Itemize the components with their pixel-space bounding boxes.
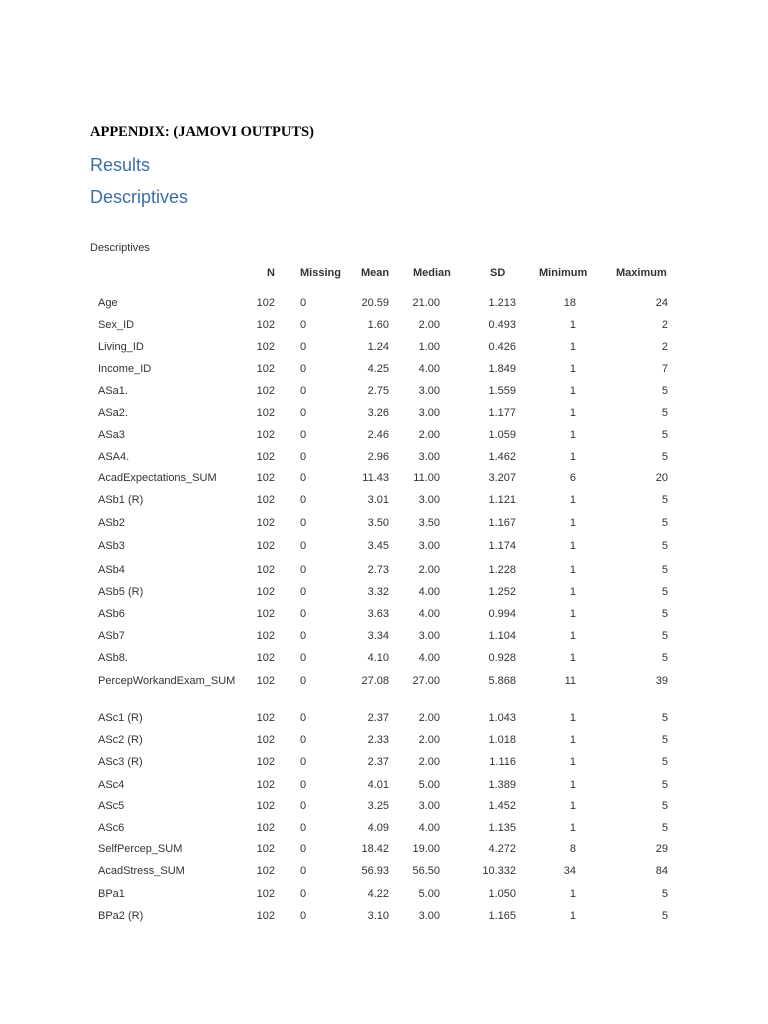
cell-sd: 1.121: [488, 494, 516, 506]
cell-missing: 0: [300, 630, 307, 642]
cell-missing: 0: [300, 341, 307, 353]
cell-minimum: 1: [569, 451, 576, 463]
cell-n: 102: [256, 385, 275, 397]
row-label: Sex_ID: [98, 319, 135, 331]
cell-missing: 0: [300, 494, 307, 506]
cell-median: 2.00: [418, 429, 440, 441]
cell-minimum: 1: [569, 630, 576, 642]
cell-minimum: 1: [569, 407, 576, 419]
row-label: ASc5: [98, 800, 125, 812]
cell-n: 102: [256, 297, 275, 309]
cell-minimum: 1: [569, 608, 576, 620]
cell-missing: 0: [300, 385, 307, 397]
row-label: ASc6: [98, 822, 125, 834]
cell-maximum: 5: [661, 888, 668, 900]
cell-median: 3.00: [418, 630, 440, 642]
cell-n: 102: [256, 586, 275, 598]
cell-median: 2.00: [418, 756, 440, 768]
cell-sd: 0.493: [488, 319, 516, 331]
cell-maximum: 5: [661, 407, 668, 419]
cell-missing: 0: [300, 910, 307, 922]
cell-missing: 0: [300, 734, 307, 746]
cell-n: 102: [256, 888, 275, 900]
cell-median: 3.00: [418, 385, 440, 397]
row-label: BPa2 (R): [98, 910, 144, 922]
cell-minimum: 1: [569, 822, 576, 834]
cell-maximum: 5: [661, 385, 668, 397]
row-label: ASb7: [98, 630, 125, 642]
cell-n: 102: [256, 472, 275, 484]
cell-mean: 3.01: [367, 494, 389, 506]
cell-median: 27.00: [412, 675, 440, 687]
cell-missing: 0: [300, 843, 307, 855]
cell-mean: 4.22: [367, 888, 389, 900]
row-label: Income_ID: [98, 363, 152, 375]
cell-median: 2.00: [418, 734, 440, 746]
cell-maximum: 84: [655, 865, 668, 877]
cell-missing: 0: [300, 800, 307, 812]
cell-mean: 2.96: [367, 451, 389, 463]
cell-minimum: 18: [563, 297, 576, 309]
cell-mean: 3.34: [367, 630, 389, 642]
cell-missing: 0: [300, 608, 307, 620]
cell-median: 4.00: [418, 822, 440, 834]
row-label: ASa3: [98, 429, 125, 441]
cell-median: 2.00: [418, 564, 440, 576]
cell-median: 4.00: [418, 608, 440, 620]
cell-mean: 3.63: [367, 608, 389, 620]
cell-mean: 2.33: [367, 734, 389, 746]
cell-mean: 3.26: [367, 407, 389, 419]
cell-n: 102: [256, 712, 275, 724]
cell-minimum: 11: [564, 675, 576, 687]
cell-mean: 3.32: [367, 586, 389, 598]
cell-median: 2.00: [418, 319, 440, 331]
cell-sd: 1.135: [488, 822, 516, 834]
cell-missing: 0: [300, 564, 307, 576]
cell-sd: 1.452: [488, 800, 516, 812]
cell-mean: 4.01: [367, 779, 389, 791]
cell-median: 3.00: [418, 800, 440, 812]
cell-missing: 0: [300, 822, 307, 834]
cell-missing: 0: [300, 888, 307, 900]
row-label: ASb2: [98, 517, 125, 529]
cell-maximum: 5: [661, 652, 668, 664]
cell-sd: 1.167: [488, 517, 516, 529]
cell-minimum: 8: [569, 843, 576, 855]
cell-n: 102: [256, 494, 275, 506]
column-header-maximum: Maximum: [616, 267, 667, 279]
cell-sd: 0.994: [488, 608, 516, 620]
cell-n: 102: [256, 341, 275, 353]
row-label: ASb8.: [98, 652, 128, 664]
cell-median: 56.50: [412, 865, 440, 877]
cell-minimum: 1: [569, 385, 576, 397]
cell-sd: 0.928: [488, 652, 516, 664]
cell-minimum: 1: [569, 779, 576, 791]
cell-minimum: 1: [569, 800, 576, 812]
cell-n: 102: [256, 451, 275, 463]
cell-minimum: 1: [569, 586, 576, 598]
cell-n: 102: [256, 779, 275, 791]
cell-missing: 0: [300, 712, 307, 724]
row-label: ASc4: [98, 779, 125, 791]
row-label: ASA4.: [98, 451, 130, 463]
cell-n: 102: [256, 800, 275, 812]
cell-median: 21.00: [412, 297, 440, 309]
cell-missing: 0: [300, 363, 307, 375]
cell-minimum: 6: [569, 472, 576, 484]
cell-mean: 2.46: [367, 429, 389, 441]
cell-n: 102: [256, 517, 275, 529]
cell-sd: 1.177: [488, 407, 516, 419]
cell-maximum: 5: [661, 756, 668, 768]
cell-minimum: 1: [569, 564, 576, 576]
cell-missing: 0: [300, 472, 307, 484]
cell-mean: 3.45: [367, 540, 389, 552]
cell-maximum: 5: [661, 494, 668, 506]
cell-maximum: 5: [661, 564, 668, 576]
cell-n: 102: [256, 734, 275, 746]
row-label: ASb6: [98, 608, 125, 620]
cell-maximum: 5: [661, 734, 668, 746]
cell-median: 5.00: [418, 888, 440, 900]
cell-mean: 4.25: [367, 363, 389, 375]
cell-median: 3.50: [418, 517, 440, 529]
cell-n: 102: [256, 630, 275, 642]
row-label: ASa1.: [98, 385, 128, 397]
cell-mean: 4.09: [367, 822, 389, 834]
cell-median: 19.00: [412, 843, 440, 855]
cell-n: 102: [256, 407, 275, 419]
cell-sd: 1.059: [488, 429, 516, 441]
row-label: AcadStress_SUM: [98, 865, 185, 877]
cell-n: 102: [256, 865, 275, 877]
cell-missing: 0: [300, 586, 307, 598]
cell-sd: 3.207: [488, 472, 516, 484]
cell-sd: 1.116: [489, 756, 516, 768]
cell-missing: 0: [300, 652, 307, 664]
cell-minimum: 1: [569, 756, 576, 768]
cell-maximum: 29: [655, 843, 668, 855]
column-header-sd: SD: [490, 267, 506, 279]
cell-maximum: 5: [661, 451, 668, 463]
cell-minimum: 1: [569, 363, 576, 375]
cell-mean: 2.37: [367, 712, 389, 724]
row-label: ASb1 (R): [98, 494, 144, 506]
cell-maximum: 5: [661, 630, 668, 642]
cell-maximum: 5: [661, 800, 668, 812]
cell-mean: 2.75: [367, 385, 389, 397]
cell-mean: 3.25: [367, 800, 389, 812]
cell-maximum: 24: [655, 297, 668, 309]
cell-median: 3.00: [418, 910, 440, 922]
row-label: BPa1: [98, 888, 125, 900]
cell-minimum: 1: [569, 319, 576, 331]
cell-maximum: 39: [655, 675, 668, 687]
cell-mean: 56.93: [361, 865, 389, 877]
cell-n: 102: [256, 675, 275, 687]
cell-maximum: 7: [661, 363, 668, 375]
column-header-missing: Missing: [300, 267, 341, 279]
cell-maximum: 5: [661, 779, 668, 791]
cell-n: 102: [256, 843, 275, 855]
cell-minimum: 1: [569, 734, 576, 746]
cell-missing: 0: [300, 297, 307, 309]
cell-mean: 18.42: [361, 843, 389, 855]
cell-missing: 0: [300, 756, 307, 768]
cell-median: 4.00: [418, 586, 440, 598]
cell-sd: 1.174: [488, 540, 516, 552]
cell-minimum: 1: [569, 652, 576, 664]
cell-minimum: 1: [569, 888, 576, 900]
row-label: Living_ID: [98, 341, 144, 353]
cell-minimum: 1: [569, 910, 576, 922]
cell-sd: 1.213: [488, 297, 516, 309]
cell-sd: 1.559: [488, 385, 516, 397]
cell-n: 102: [256, 429, 275, 441]
cell-median: 3.00: [418, 407, 440, 419]
cell-missing: 0: [300, 675, 307, 687]
cell-mean: 2.73: [367, 564, 389, 576]
cell-minimum: 1: [569, 517, 576, 529]
cell-mean: 3.50: [367, 517, 389, 529]
cell-missing: 0: [300, 429, 307, 441]
cell-maximum: 5: [661, 712, 668, 724]
results-heading: Results: [90, 155, 151, 175]
cell-maximum: 5: [661, 910, 668, 922]
cell-sd: 1.252: [488, 586, 516, 598]
row-label: ASb5 (R): [98, 586, 144, 598]
cell-missing: 0: [300, 779, 307, 791]
cell-n: 102: [256, 822, 275, 834]
column-header-median: Median: [413, 267, 451, 279]
cell-maximum: 2: [661, 319, 668, 331]
cell-n: 102: [256, 756, 275, 768]
cell-minimum: 1: [569, 494, 576, 506]
cell-sd: 1.050: [488, 888, 516, 900]
cell-n: 102: [256, 652, 275, 664]
cell-sd: 1.462: [488, 451, 516, 463]
cell-minimum: 1: [569, 341, 576, 353]
cell-n: 102: [256, 564, 275, 576]
cell-sd: 1.389: [488, 779, 516, 791]
cell-maximum: 5: [661, 429, 668, 441]
cell-missing: 0: [300, 407, 307, 419]
row-label: ASb4: [98, 564, 125, 576]
row-label: Age: [98, 297, 118, 309]
row-label: ASc2 (R): [98, 734, 143, 746]
cell-maximum: 20: [655, 472, 668, 484]
cell-sd: 1.228: [488, 564, 516, 576]
cell-median: 3.00: [418, 494, 440, 506]
column-header-n: N: [267, 267, 275, 279]
cell-n: 102: [256, 910, 275, 922]
cell-n: 102: [256, 608, 275, 620]
row-label: PercepWorkandExam_SUM: [98, 675, 236, 687]
row-label: ASa2.: [98, 407, 128, 419]
column-header-mean: Mean: [361, 267, 390, 279]
cell-mean: 4.10: [367, 652, 389, 664]
cell-maximum: 5: [661, 822, 668, 834]
cell-n: 102: [256, 363, 275, 375]
cell-sd: 1.018: [488, 734, 516, 746]
cell-median: 1.00: [418, 341, 440, 353]
row-label: ASb3: [98, 540, 125, 552]
row-label: ASc3 (R): [98, 756, 143, 768]
cell-sd: 10.332: [482, 865, 516, 877]
cell-sd: 1.104: [488, 630, 516, 642]
column-header-minimum: Minimum: [539, 267, 588, 279]
cell-missing: 0: [300, 451, 307, 463]
cell-mean: 20.59: [361, 297, 389, 309]
cell-median: 5.00: [418, 779, 440, 791]
cell-median: 3.00: [418, 451, 440, 463]
cell-maximum: 2: [661, 341, 668, 353]
cell-missing: 0: [300, 517, 307, 529]
cell-median: 11.00: [413, 472, 440, 484]
cell-sd: 1.849: [488, 363, 516, 375]
cell-median: 4.00: [418, 363, 440, 375]
cell-minimum: 1: [569, 712, 576, 724]
cell-minimum: 34: [563, 865, 576, 877]
cell-maximum: 5: [661, 586, 668, 598]
cell-sd: 5.868: [488, 675, 516, 687]
cell-mean: 1.24: [367, 341, 389, 353]
cell-sd: 4.272: [488, 843, 516, 855]
row-label: SelfPercep_SUM: [98, 843, 183, 855]
cell-missing: 0: [300, 319, 307, 331]
cell-mean: 27.08: [361, 675, 389, 687]
table-caption: Descriptives: [90, 242, 150, 254]
appendix-title: APPENDIX: (JAMOVI OUTPUTS): [90, 124, 314, 140]
cell-sd: 1.043: [488, 712, 516, 724]
cell-mean: 11.43: [362, 472, 389, 484]
cell-n: 102: [256, 319, 275, 331]
cell-minimum: 1: [569, 540, 576, 552]
cell-mean: 1.60: [367, 319, 389, 331]
cell-missing: 0: [300, 540, 307, 552]
row-label: ASc1 (R): [98, 712, 143, 724]
cell-sd: 0.426: [488, 341, 516, 353]
cell-median: 4.00: [418, 652, 440, 664]
cell-median: 3.00: [418, 540, 440, 552]
cell-maximum: 5: [661, 517, 668, 529]
descriptives-heading: Descriptives: [90, 187, 189, 207]
cell-sd: 1.165: [488, 910, 516, 922]
cell-maximum: 5: [661, 540, 668, 552]
cell-minimum: 1: [569, 429, 576, 441]
cell-mean: 3.10: [367, 910, 389, 922]
cell-n: 102: [256, 540, 275, 552]
cell-median: 2.00: [418, 712, 440, 724]
cell-missing: 0: [300, 865, 307, 877]
cell-mean: 2.37: [367, 756, 389, 768]
row-label: AcadExpectations_SUM: [98, 472, 217, 484]
cell-maximum: 5: [661, 608, 668, 620]
